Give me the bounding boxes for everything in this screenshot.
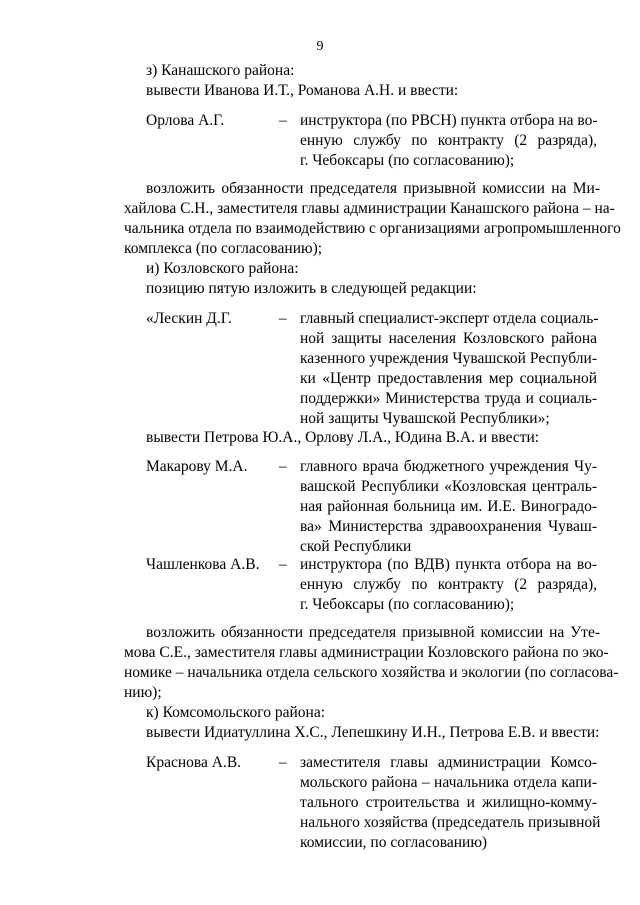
entry-desc-line: енную службу по контракту (2 разряда),	[300, 132, 597, 149]
entry-desc-line: ная районная больница им. И.Е. Виноградо-	[300, 498, 597, 515]
entry-desc-line: г. Чебоксары (по согласованию);	[300, 596, 515, 613]
kozlov-duties-line: возложить обязанности председателя призывной комиссии на Уте-	[146, 624, 600, 641]
kanash-intro: вывести Иванова И.Т., Романова А.Н. и ввести:	[146, 82, 459, 99]
entry-dash: –	[279, 556, 287, 573]
komsomol-intro: вывести Идиатуллина Х.С., Лепешкину И.Н., Петрова Е.В. и ввести:	[146, 724, 600, 741]
kozlov-remove-intro: вывести Петрова Ю.А., Орлову Л.А., Юдина В.А. и ввести:	[146, 429, 540, 446]
entry-desc-line: главного врача бюджетного учреждения Чу-	[300, 458, 597, 475]
entry-description	[300, 309, 597, 429]
entry-description	[300, 753, 601, 853]
entry-name: Орлова А.Г.	[146, 112, 225, 129]
kanash-duties-line: хайлова С.Н., заместителя главы администрации Канашского района – на-	[124, 200, 615, 217]
entry-dash: –	[279, 458, 287, 475]
section-heading-kanash: з) Канашского района:	[146, 62, 295, 79]
entry-name: Макарову М.А.	[146, 458, 248, 475]
entry-description	[300, 555, 597, 615]
kanash-duties-line: комплекса (по согласованию);	[124, 240, 323, 257]
entry-desc-line: ки «Центр предоставления мер социальной	[300, 370, 597, 387]
entry-dash: –	[279, 310, 287, 327]
section-heading-kozlov: и) Козловского района:	[146, 260, 299, 277]
entry-desc-line: инструктора (по РВСН) пункта отбора на во-	[300, 112, 598, 129]
kanash-duties-line: возложить обязанности председателя призывной комиссии на Ми-	[146, 180, 600, 197]
entry-name: Краснова А.В.	[146, 754, 242, 771]
entry-description	[300, 457, 597, 557]
entry-description	[300, 111, 597, 171]
entry-desc-line: мольского района – начальника отдела капи-	[300, 774, 597, 791]
entry-desc-line: ской Республики	[300, 538, 412, 555]
entry-desc-line: ва» Министерства здравоохранения Чуваш-	[300, 518, 597, 535]
entry-desc-line: тального строительства и жилищно-комму-	[300, 794, 597, 811]
entry-desc-line: главный специалист-эксперт отдела социаль-	[300, 310, 599, 327]
entry-desc-line: енную службу по контракту (2 разряда),	[300, 576, 597, 593]
entry-desc-line: казенного учреждения Чувашской Республи-	[300, 350, 597, 367]
entry-desc-line: ной защиты населения Козловского района	[300, 330, 597, 347]
entry-name: «Лескин Д.Г.	[146, 310, 232, 327]
entry-desc-line: заместителя главы администрации Комсо-	[300, 754, 597, 771]
entry-name: Чашленкова А.В.	[146, 556, 260, 573]
entry-dash: –	[279, 754, 287, 771]
kozlov-duties-line: номике – начальника отдела сельского хозяйства и экологии (по согласова-	[124, 664, 619, 681]
kozlov-intro: позицию пятую изложить в следующей редакции:	[146, 280, 477, 297]
kanash-duties-line: чальника отдела по взаимодействию с организациями агропромышленного	[124, 220, 621, 237]
kozlov-duties-line: мова С.Е., заместителя главы администрации Козловского района по эко-	[124, 644, 609, 661]
entry-dash: –	[279, 112, 287, 129]
page-number: 9	[316, 39, 324, 54]
entry-desc-line: ной защиты Чувашской Республики»;	[300, 410, 550, 427]
entry-desc-line: нального хозяйства (председатель призывной	[300, 814, 601, 831]
section-heading-komsomol: к) Комсомольского района:	[146, 704, 326, 721]
kozlov-duties-line: нию);	[124, 684, 162, 701]
entry-desc-line: поддержки» Министерства труда и социаль-	[300, 390, 597, 407]
entry-desc-line: комиссии, по согласованию)	[300, 834, 488, 851]
entry-desc-line: инструктора (по ВДВ) пункта отбора на во-	[300, 556, 597, 573]
entry-desc-line: вашской Республики «Козловская централь-	[300, 478, 597, 495]
entry-desc-line: г. Чебоксары (по согласованию);	[300, 152, 515, 169]
